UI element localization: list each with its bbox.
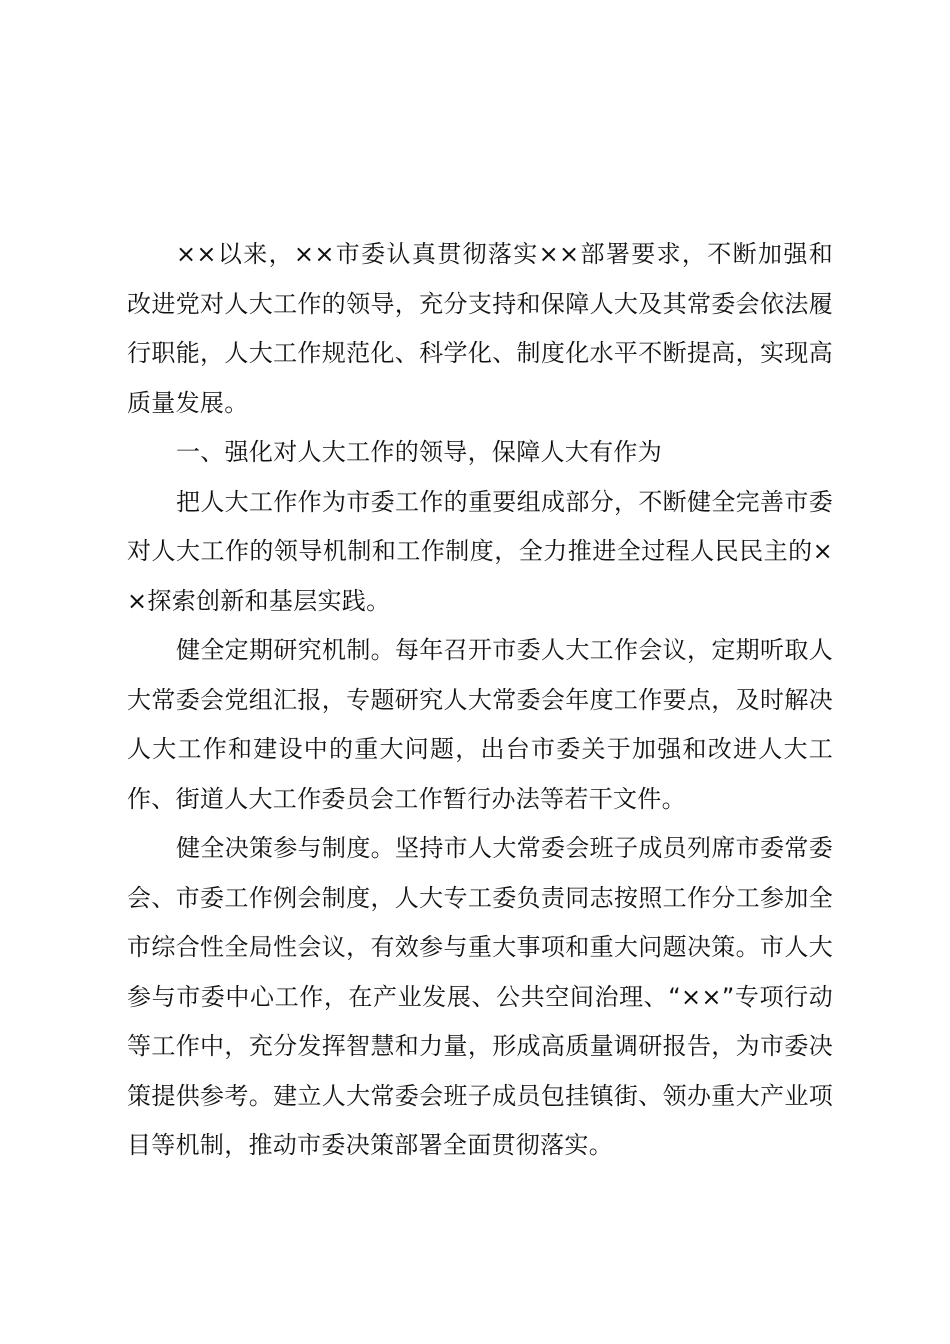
section-heading: 一、强化对人大工作的领导，保障人大有作为 — [176, 438, 662, 466]
research-mechanism-paragraph: 健全定期研究机制。每年召开市委人大工作会议，定期听取人大常委会党组汇报，专题研究人大常委会年度工作要点，及时解决人大工作和建设中的重大问题，出台市委关于加强和改进人大工作、街道人大工作委员会工作暂行办法等若干文件。 — [127, 636, 833, 813]
decision-participation-paragraph: 健全决策参与制度。坚持市人大常委会班子成员列席市委常委会、市委工作例会制度，人大专工委负责同志按照工作分工参加全市综合性全局性会议，有效参与重大事项和重大问题决策。市人大参与市委中心工作，在产业发展、公共空间治理、“××”专项行动等工作中，充分发挥智慧和力量，形成高质量调研报告，为市委决策提供参考。建立人大常委会班子成员包挂镇街、领办重大产业项目等机制，推动市委决策部署全面贯彻落实。 — [127, 834, 833, 1159]
intro-paragraph: ××以来，××市委认真贯彻落实××部署要求，不断加强和改进党对人大工作的领导，充分支持和保障人大及其常委会依法履行职能，人大工作规范化、科学化、制度化水平不断提高，实现高质量发展。 — [127, 240, 833, 417]
document-body — [127, 230, 833, 1171]
section-intro-paragraph: 把人大工作作为市委工作的重要组成部分，不断健全完善市委对人大工作的领导机制和工作制度，全力推进全过程人民民主的××探索创新和基层实践。 — [127, 487, 833, 615]
